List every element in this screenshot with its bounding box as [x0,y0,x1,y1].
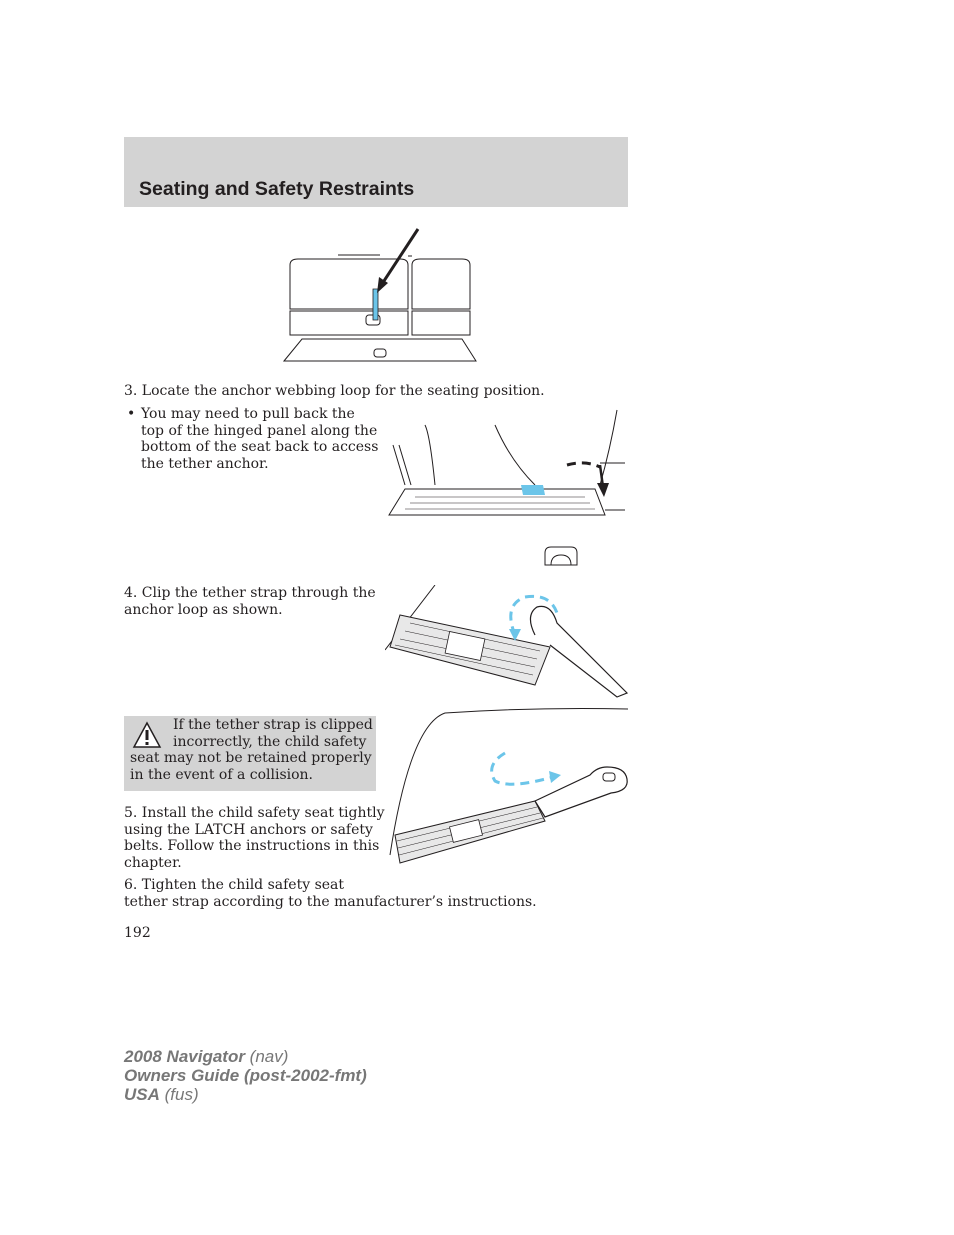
step-5-line-1: 5. Install the child safety seat tightly [124,805,385,821]
step-6-line-1: 6. Tighten the child safety seat [124,877,345,893]
footer-line-1 [124,1047,288,1066]
footer-guide: Owners Guide (post-2002-fmt) [124,1066,367,1085]
bullet-marker: • [127,406,136,422]
section-title: Seating and Safety Restraints [139,178,415,200]
footer-line-3 [124,1085,199,1104]
bullet-line-4: the tether anchor. [141,455,269,472]
tether-clip-illustration [385,585,630,700]
footer-line-2 [124,1066,367,1085]
warning-line-3: seat may not be retained properly [130,750,372,766]
step-6-line-2: tether strap according to the manufacturer’s instructions. [124,893,537,910]
warning-line-1: If the tether strap is clipped [173,717,373,733]
warning-line-4: in the event of a collision. [130,766,314,783]
footer-market-code: (fus) [159,1085,199,1104]
page-number: 192 [124,925,151,941]
bullet-line-2: top of the hinged panel along the [141,422,378,439]
step-4-line-1: 4. Clip the tether strap through the [124,585,376,601]
tether-tighten-illustration [385,705,630,865]
step-5-line-4: chapter. [124,854,182,871]
step-5-line-2: using the LATCH anchors or safety [124,821,373,838]
step-3-text: 3. Locate the anchor webbing loop for the seating position. [124,383,545,399]
hinged-panel-illustration [385,405,630,575]
bullet-line-1: You may need to pull back the [141,406,355,422]
step-4-line-2: anchor loop as shown. [124,601,283,618]
warning-triangle-icon [132,721,162,749]
step-5-line-3: belts. Follow the instructions in this [124,838,380,854]
footer-market: USA [124,1085,160,1104]
footer-model-code: (nav) [244,1047,289,1066]
seat-back-anchor-illustration [280,225,480,365]
warning-line-2: incorrectly, the child safety [173,733,367,750]
bullet-line-3: bottom of the seat back to access [141,439,379,455]
footer-model: 2008 Navigator [124,1047,245,1066]
